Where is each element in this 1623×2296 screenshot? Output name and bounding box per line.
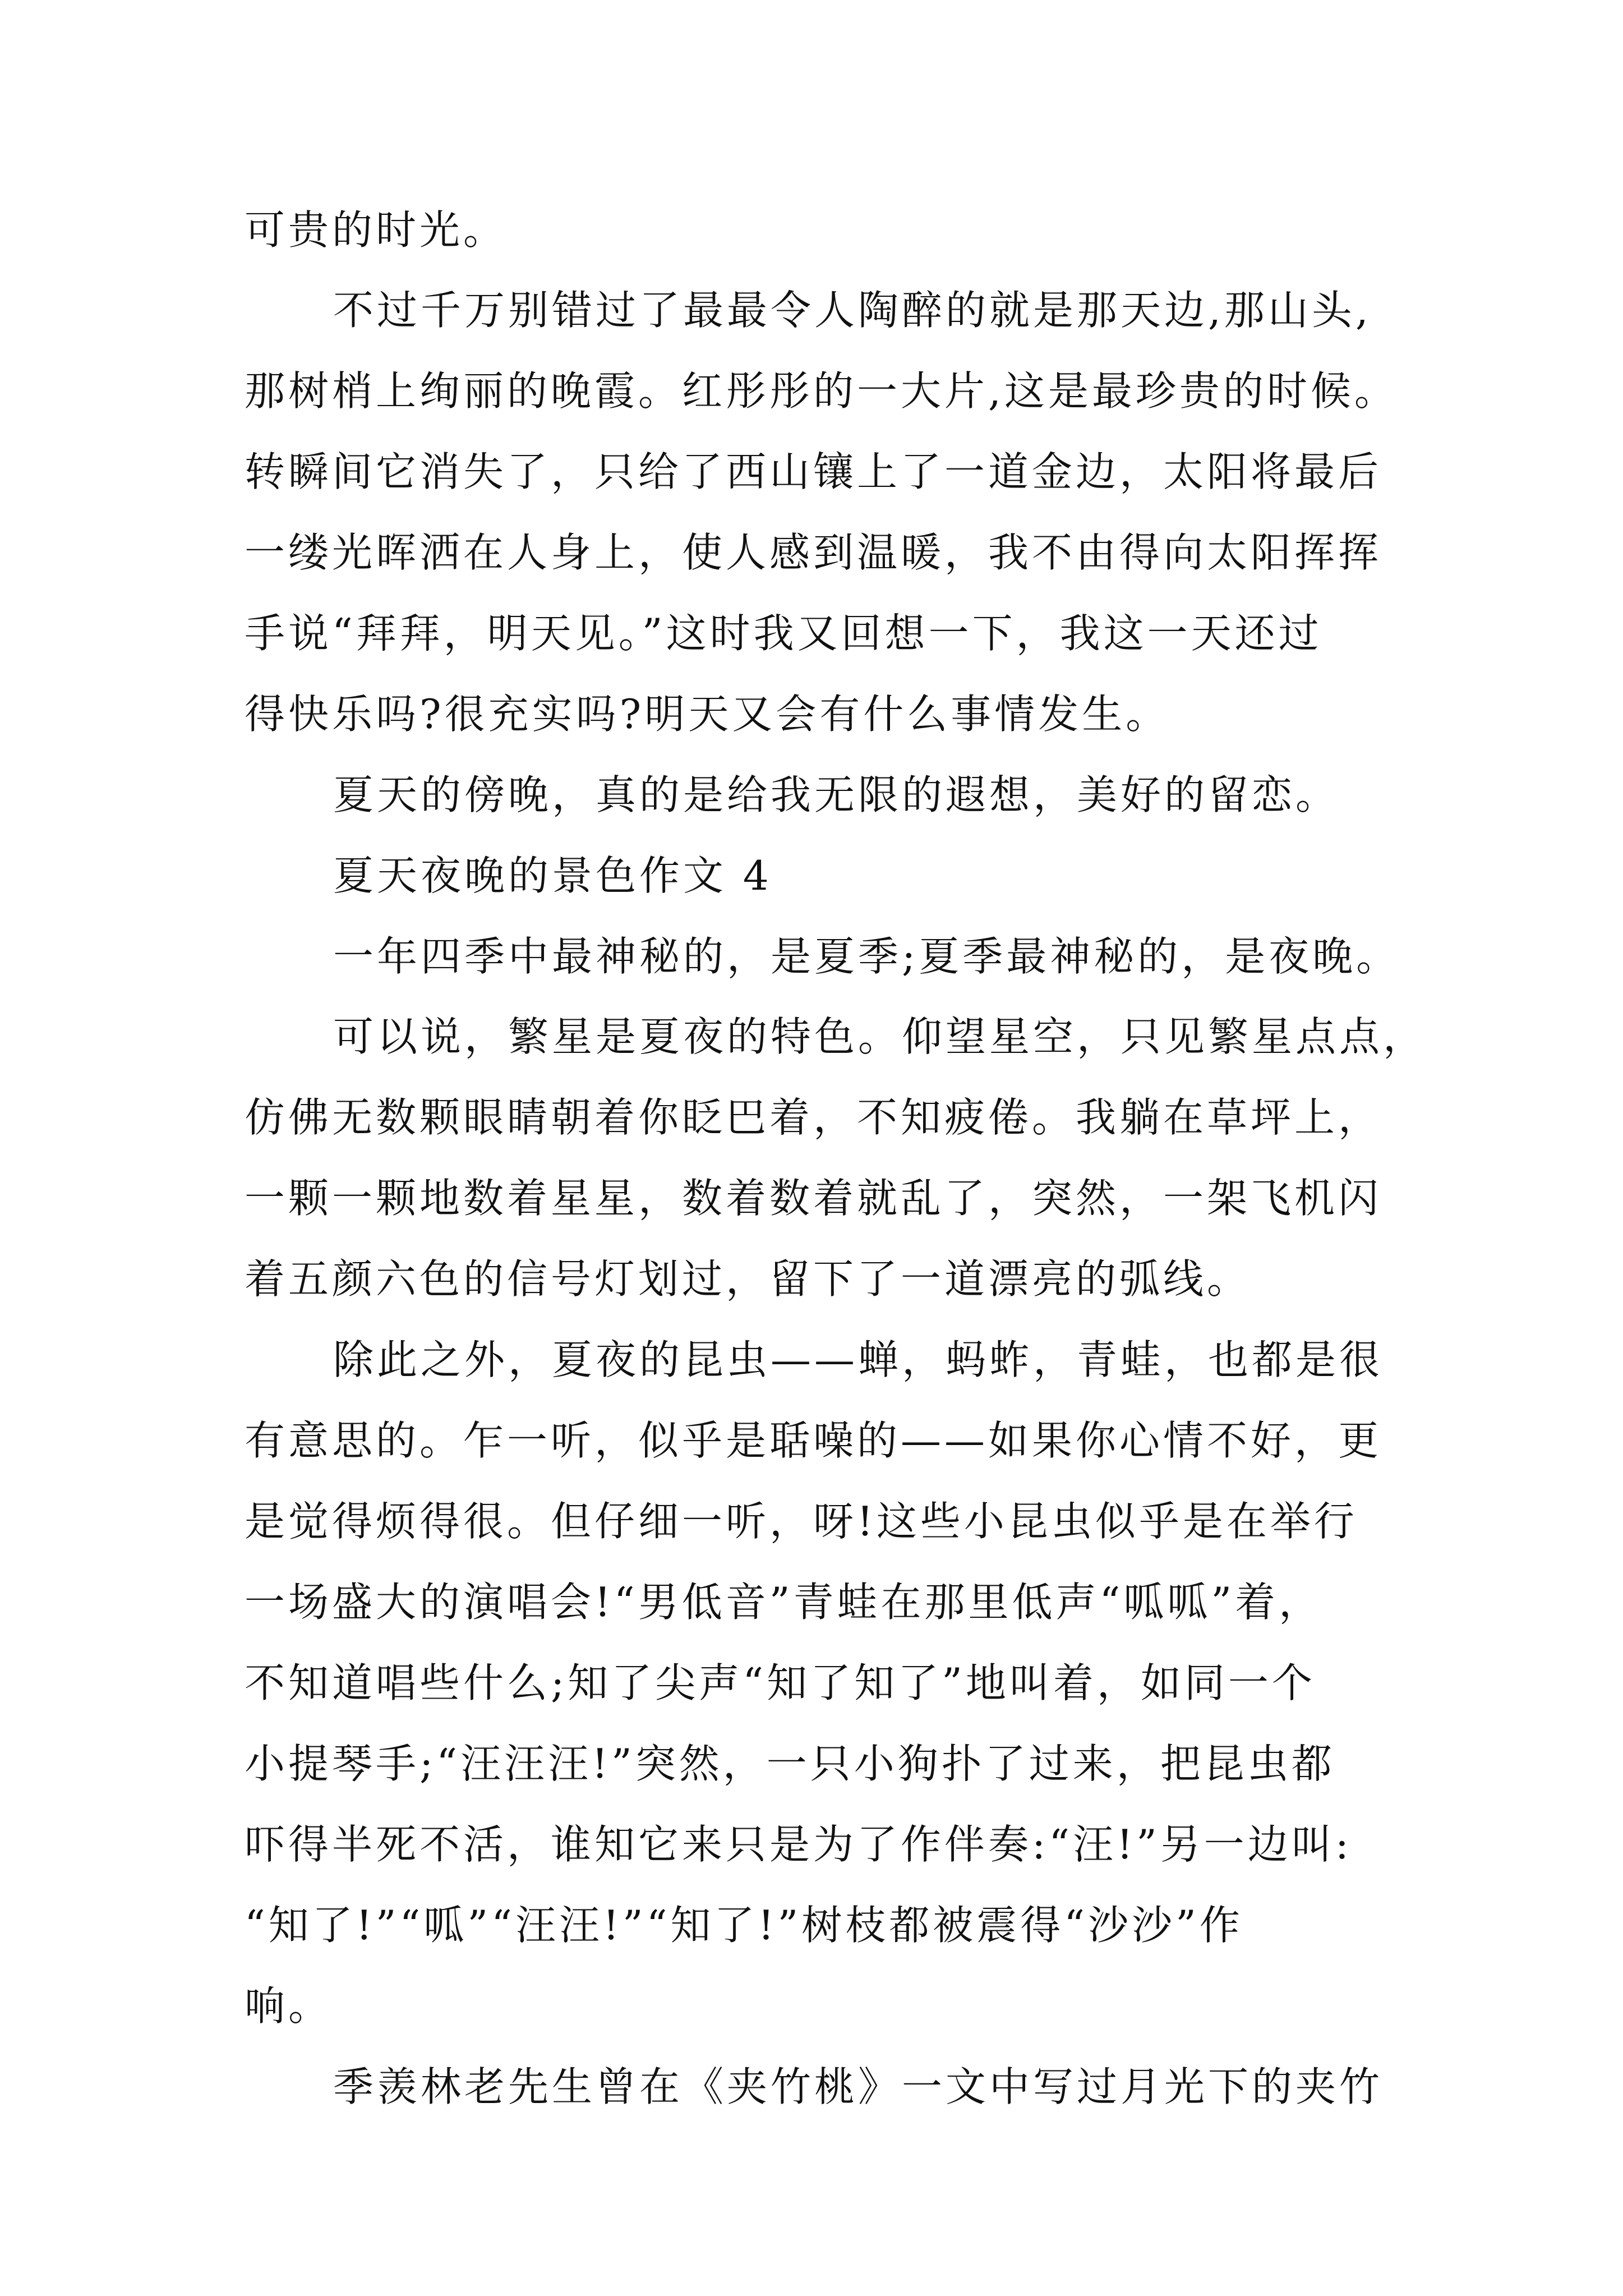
text-line-1: 可贵的时光。 bbox=[245, 206, 508, 254]
section-heading: 夏天夜晚的景色作文 4 bbox=[333, 852, 772, 899]
text-line-14: 着五颜六色的信号灯划过，留下了一道漂亮的弧线。 bbox=[245, 1255, 1251, 1303]
text-line-20: 小提琴手;“汪汪汪!”突然，一只小狗扑了过来，把昆虫都 bbox=[245, 1740, 1335, 1787]
text-line-17: 是觉得烦得很。但仔细一听，呀!这些小昆虫似乎是在举行 bbox=[245, 1498, 1358, 1545]
text-line-7: 得快乐吗?很充实吗?明天又会有什么事情发生。 bbox=[245, 691, 1170, 738]
text-line-19: 不知道唱些什么;知了尖声“知了知了”地叫着，如同一个 bbox=[245, 1659, 1316, 1706]
text-line-12: 仿佛无数颗眼睛朝着你眨巴着，不知疲倦。我躺在草坪上， bbox=[245, 1094, 1382, 1141]
text-line-16: 有意思的。乍一听，似乎是聒噪的——如果你心情不好，更 bbox=[245, 1417, 1382, 1464]
text-line-8: 夏天的傍晚，真的是给我无限的遐想，美好的留恋。 bbox=[333, 771, 1340, 818]
text-line-13: 一颗一颗地数着星星，数着数着就乱了，突然，一架飞机闪 bbox=[245, 1175, 1382, 1222]
text-line-3: 那树梢上绚丽的晚霞。红彤彤的一大片,这是最珍贵的时候。 bbox=[245, 367, 1398, 415]
text-line-5: 一缕光晖洒在人身上，使人感到温暖，我不由得向太阳挥挥 bbox=[245, 529, 1382, 576]
text-line-4: 转瞬间它消失了，只给了西山镶上了一道金边，太阳将最后 bbox=[245, 448, 1382, 495]
text-line-23: 响。 bbox=[245, 1982, 333, 2030]
text-line-11: 可以说，繁星是夏夜的特色。仰望星空，只见繁星点点， bbox=[333, 1013, 1427, 1060]
text-line-2: 不过千万别错过了最最令人陶醉的就是那天边,那山头, bbox=[333, 287, 1372, 334]
text-line-18: 一场盛大的演唱会!“男低音”青蛙在那里低声“呱呱”着， bbox=[245, 1579, 1323, 1626]
text-line-15: 除此之外，夏夜的昆虫——蝉，蚂蚱，青蛙，也都是很 bbox=[333, 1336, 1384, 1383]
text-line-24: 季羡林老先生曾在《夹竹桃》一文中写过月光下的夹竹 bbox=[333, 2063, 1384, 2110]
text-line-22: “知了!”“呱”“汪汪!”“知了!”树枝都被震得“沙沙”作 bbox=[245, 1902, 1243, 1949]
text-line-21: 吓得半死不活，谁知它来只是为了作伴奏:“汪!”另一边叫: bbox=[245, 1821, 1353, 1868]
text-line-6: 手说“拜拜，明天见。”这时我又回想一下，我这一天还过 bbox=[245, 610, 1322, 657]
text-line-10: 一年四季中最神秘的，是夏季;夏季最神秘的，是夜晚。 bbox=[333, 933, 1400, 980]
